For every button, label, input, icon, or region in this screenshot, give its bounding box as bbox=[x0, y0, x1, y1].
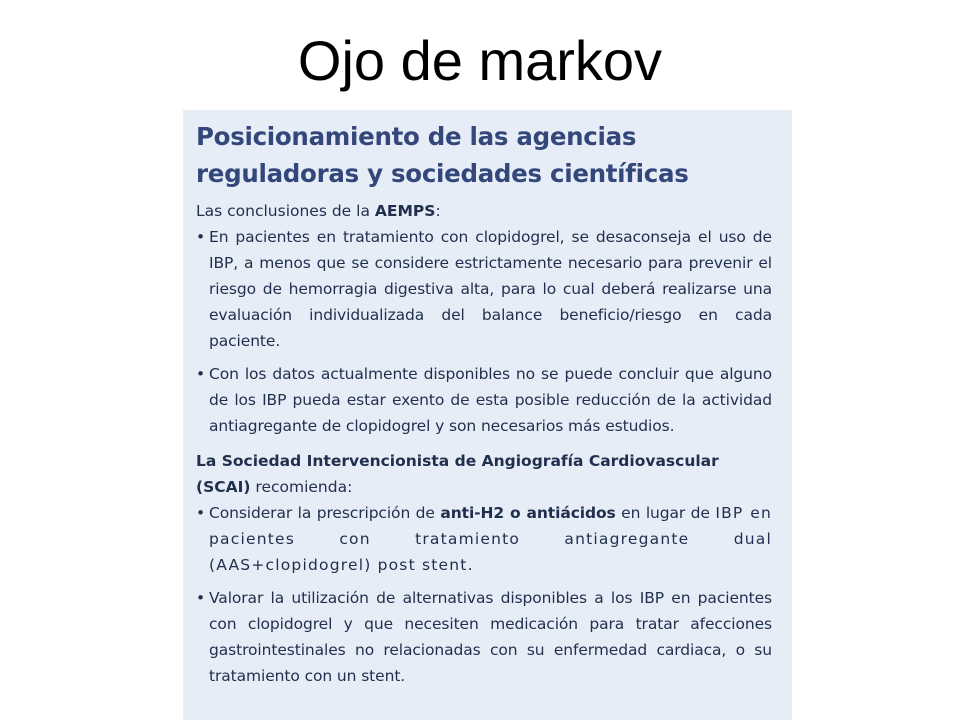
scai-bullet-1 bbox=[196, 500, 772, 578]
aemps-intro bbox=[196, 198, 772, 224]
scai-bullet-1-suffix: en lugar de bbox=[621, 504, 710, 522]
bullet-dot: • bbox=[196, 589, 206, 607]
scai-heading bbox=[196, 448, 772, 500]
scai-bullet-2 bbox=[196, 585, 772, 689]
aemps-bullet-1-text: En pacientes en tratamiento con clopidogrel, se desaconseja el uso de IBP, a menos que se considere estrictamente necesario para prevenir el riesgo de hemorragia digestiva alta, para lo cual deberá realizarse una evaluación individualizada del balance beneficio/riesgo en cada paciente. bbox=[209, 228, 772, 350]
aemps-intro-text: Las conclusiones de la bbox=[196, 202, 370, 220]
slide-title: Ojo de markov bbox=[297, 29, 663, 92]
aemps-bullet-2 bbox=[196, 361, 772, 439]
scai-bullet-2-text: Valorar la utilización de alternativas disponibles a los IBP en pacientes con clopidogrel y que necesiten medicación para tratar afecciones gastrointestinales no relacionadas con su enfermedad cardiaca, o su tratamiento con un stent. bbox=[209, 589, 772, 685]
bullet-dot: • bbox=[196, 365, 206, 383]
aemps-bullet-2-text: Con los datos actualmente disponibles no se puede concluir que alguno de los IBP pueda estar exento de esta posible reducción de la actividad antiagregante de clopidogrel y son necesarios más estudios. bbox=[209, 365, 772, 435]
scai-bullet-1-rest: IBP en pacientes con tratamiento antiagregante dual (AAS+clopidogrel) post stent. bbox=[209, 504, 773, 574]
scai-bullet-1-bold: anti-H2 o antiácidos bbox=[440, 504, 616, 522]
scai-bullet-1-prefix: Considerar la prescripción de bbox=[209, 504, 435, 522]
aemps-intro-colon: : bbox=[435, 202, 441, 220]
scai-heading-bold: La Sociedad Intervencionista de Angiografía Cardiovascular (SCAI) bbox=[196, 452, 719, 496]
bullet-dot: • bbox=[196, 228, 206, 246]
bullet-dot: • bbox=[196, 504, 206, 522]
scai-heading-suffix: recomienda: bbox=[255, 478, 353, 496]
regulatory-positioning-panel bbox=[183, 110, 792, 720]
aemps-bullet-1 bbox=[196, 224, 772, 354]
panel-heading-line-2: reguladoras y sociedades científicas bbox=[196, 159, 689, 188]
aemps-label: AEMPS bbox=[374, 202, 436, 220]
panel-heading bbox=[196, 118, 772, 192]
panel-heading-line-1: Posicionamiento de las agencias bbox=[196, 122, 637, 151]
